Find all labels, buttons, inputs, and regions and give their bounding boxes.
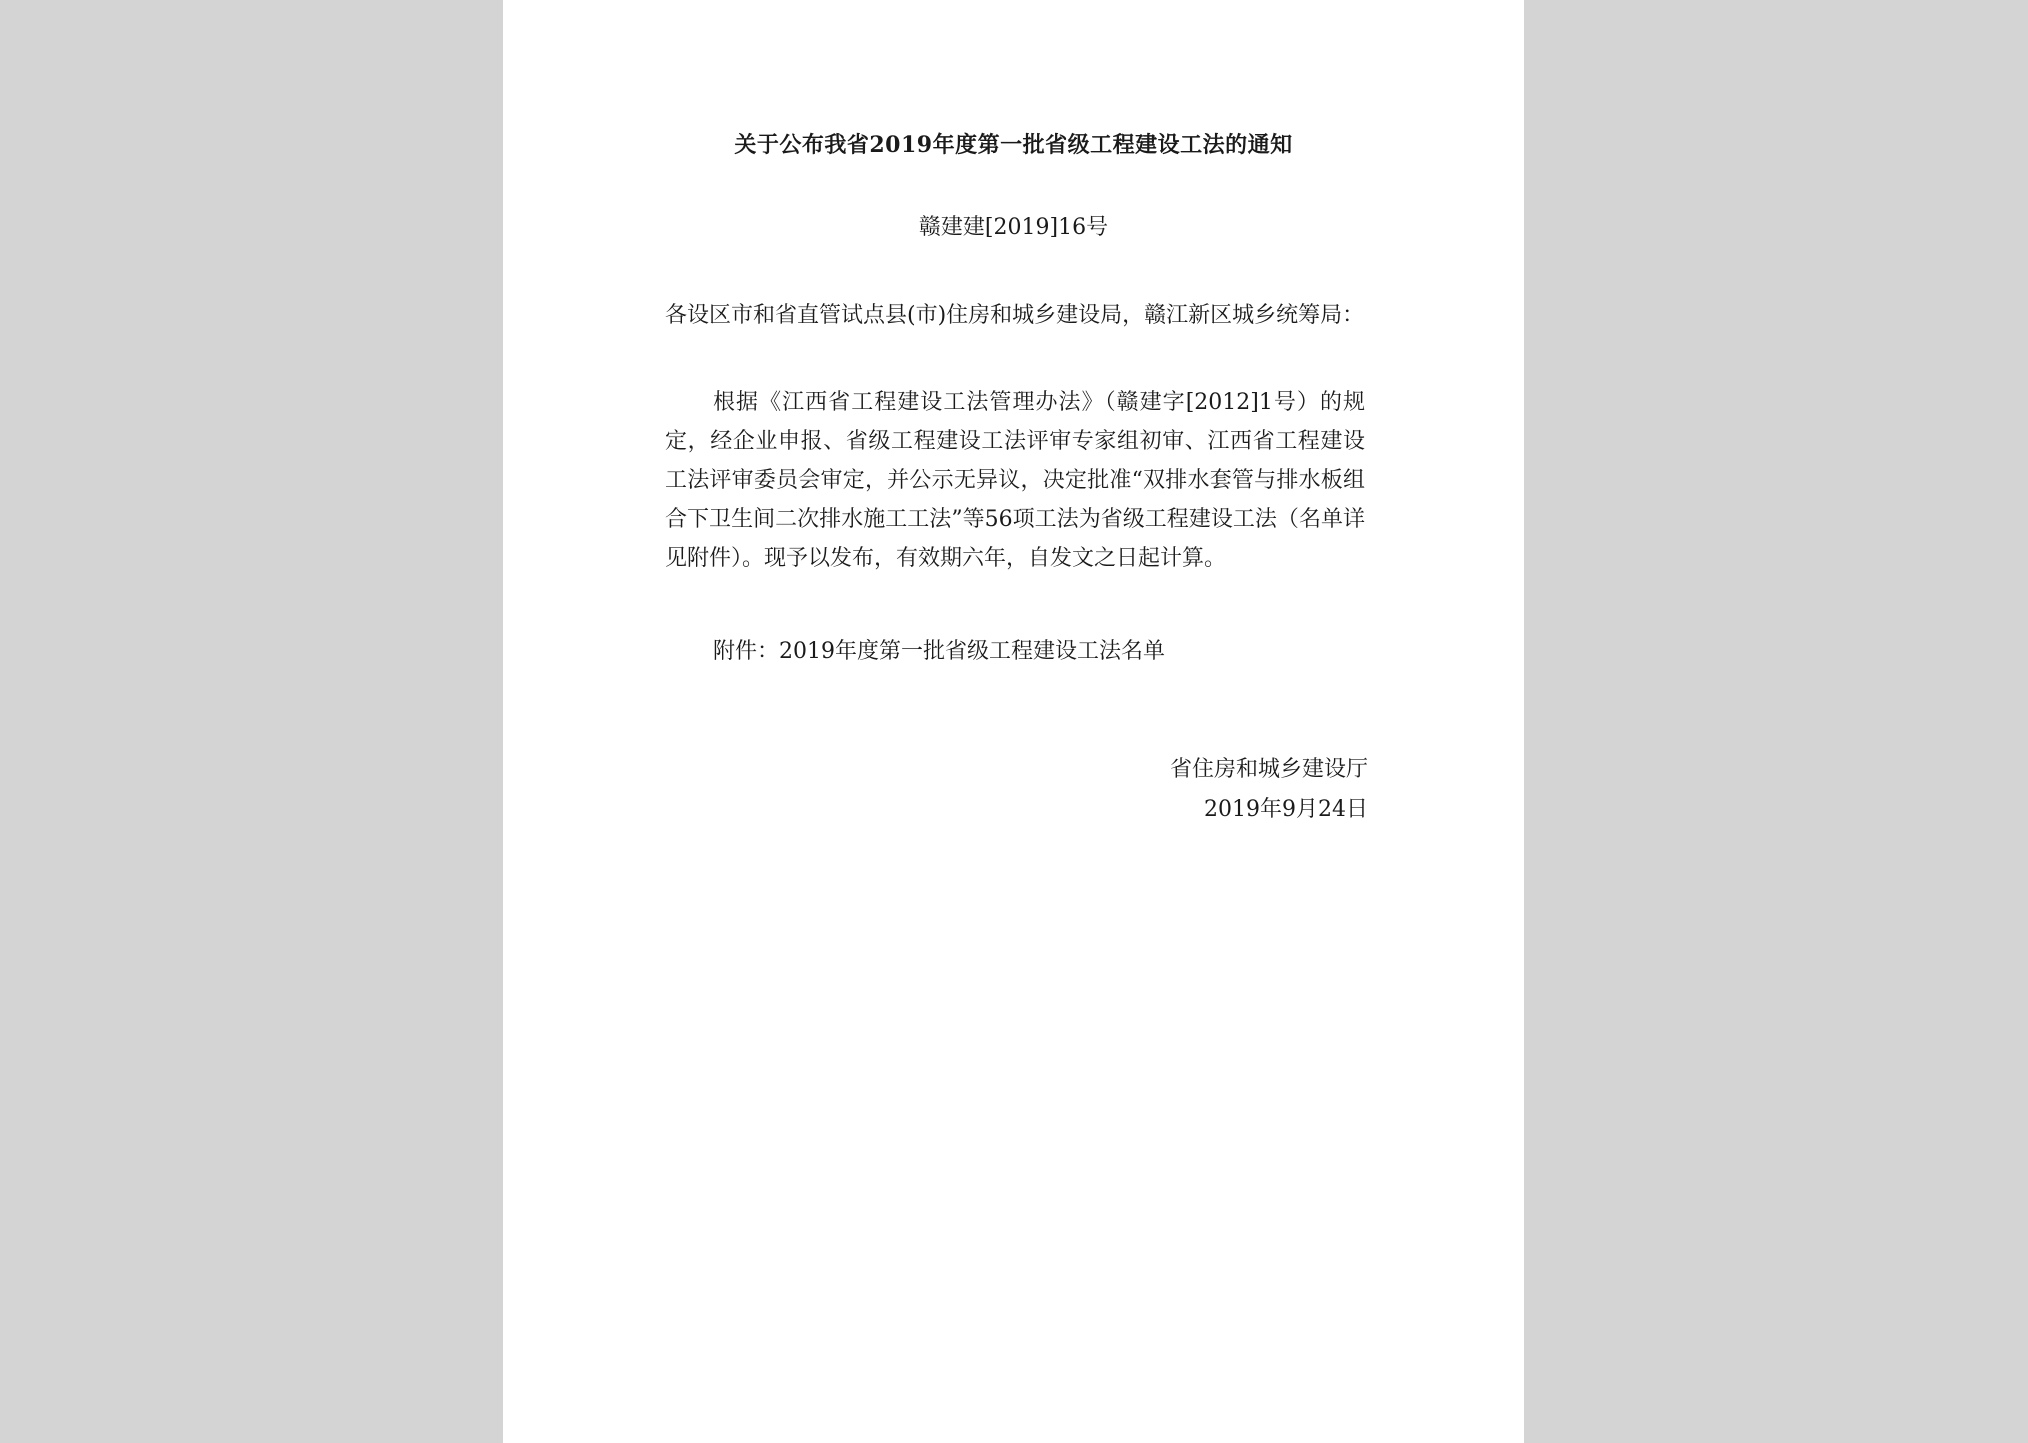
document-title: 关于公布我省2019年度第一批省级工程建设工法的通知 — [734, 132, 1293, 158]
document-page — [503, 0, 1524, 1443]
attachment-line: 附件：2019年度第一批省级工程建设工法名单 — [713, 639, 1165, 664]
body-paragraph: 根据《江西省工程建设工法管理办法》（赣建字[2012]1号）的规定，经企业申报、省级工程建设工法评审专家组初审、江西省工程建设工法评审委员会审定，并公示无异议，决定批准“双排水套管与排水板组合下卫生间二次排水施工工法”等56项工法为省级工程建设工法（名单详见附件）。现予以发布，有效期六年，自发文之日起计算。 — [665, 390, 1365, 571]
signature-organization: 省住房和城乡建设厅 — [1169, 757, 1368, 782]
document-number: 赣建建[2019]16号 — [918, 215, 1109, 240]
signature-date: 2019年9月24日 — [1204, 797, 1368, 822]
recipient-line: 各设区市和省直管试点县(市)住房和城乡建设局，赣江新区城乡统筹局： — [665, 303, 1365, 328]
